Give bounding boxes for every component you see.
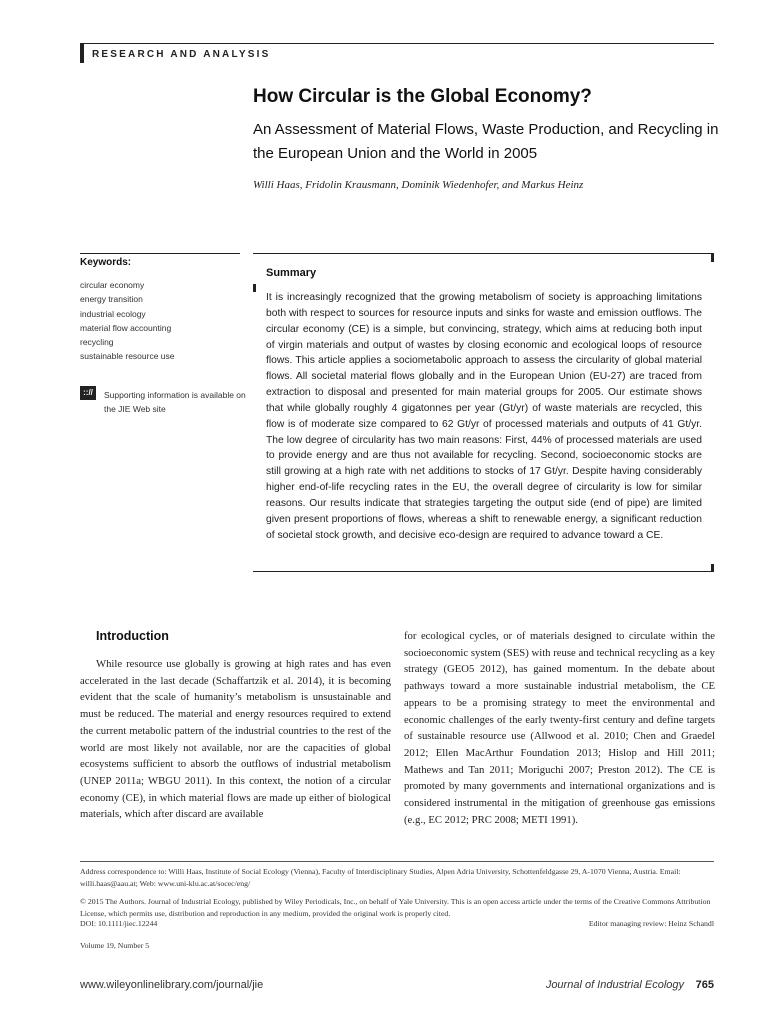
journal-name: Journal of Industrial Ecology — [545, 979, 684, 991]
article-subtitle: An Assessment of Material Flows, Waste Production, and Recycling in the European Union and the World in 2005 — [253, 121, 719, 162]
summary-bottom-rule — [253, 571, 714, 572]
header-rule — [80, 43, 714, 44]
introduction-right-column: for ecological cycles, or of materials designed to circulate within the socioeconomic system (SES) with reuse and technical recycling as a key strategy (GEO5 2012), has gained momentum. In the debate about pathways toward a more sustainable industrial metabolism, the CE appears to be a promising strategy to meet the environmental and economic challenges of the early twenty-first century and define targets of sustainable resource use (Allwood et al. 2010; Chen and Graedel 2012; Ellen MacArthur Foundation 2013; Hislop and Hill 2011; Mathews and Tan 2011; Moriguchi 2007; Preston 2012). The CE is promoted by many governments and international organizations and is considered instrumental in the mitigation of greenhouse gas emissions (e.g., EC 2012; PRC 2008; METI 1991). — [404, 630, 715, 826]
article-authors: Willi Haas, Fridolin Krausmann, Dominik Wiedenhofer, and Markus Heinz — [253, 179, 584, 191]
journal-url[interactable]: www.wileyonlinelibrary.com/journal/jie — [80, 979, 264, 991]
keyword-item: circular economy — [80, 280, 145, 290]
keyword-item: sustainable resource use — [80, 351, 175, 362]
keyword-item: industrial ecology — [80, 308, 146, 319]
volume-number: Volume 19, Number 5 — [80, 941, 150, 950]
summary-body: It is increasingly recognized that the growing metabolism of society is approaching limitations both with respect to sources for resource inputs and sinks for waste and emission outflows. The circular economy (CE) is a simple, but convincing, strategy, which aims at reducing both input of virgin materials and output of wastes by closing economic and ecological loops of resource flows. This article applies a sociometabolic approach to assess the circularity of global material flows. All societal material flows globally and in the European Union (EU-27) are traced from extraction to disposal and presented for main material groups for 2005. Our estimate shows that while globally roughly 4 gigatonnes per year (Gt/yr) of waste materials are recycled, this flow is of moderate size compared to 62 Gt/yr of processed materials and outputs of 41 Gt/yr. The low degree of circularity has two main reasons: First, 44% of processed materials are used to provide energy and are thus not available for recycling. Second, socioeconomic stocks are still growing at a high rate with net additions to stocks of 17 Gt/yr. Despite having considerably higher end-of-life recycling rates in the EU, the overall degree of circularity is low for similar reasons. Our results indicate that strategies targeting the output side (end of pipe) are limited given present proportions of flows, whereas a shift to renewable energy, a significant reduction of societal stock growth, and decisive eco-design are required to advance toward a CE. — [266, 292, 702, 541]
supporting-info-icon: ::// — [80, 386, 96, 400]
keyword-item: recycling — [80, 337, 114, 348]
introduction-left-column: While resource use globally is growing at high rates and has even accelerated in the last decade (Schaffartzik et al. 2014), it is becoming evident that the scale of humanity’s metabolism is unsustainable and must be reduced. The material and energy resources required to extend the current metabolic pattern of the industrial countries to the rest of the world are most likely not available, nor are the capacities of global ecosystems sufficient to absorb the outflows of industrial metabolism (UNEP 2011a; WBGU 2011). In this context, the notion of a circular economy (CE), in which material flows are made up either of biological materials, which after discard are available — [80, 658, 391, 821]
article-title: How Circular is the Global Economy? — [253, 86, 592, 107]
copyright-notice: © 2015 The Authors. Journal of Industrial Ecology, published by Wiley Periodicals, Inc., on behalf of Yale University. This is an open access article under the terms of the Creative Commons Attribution License, which permits use, distribution and reproduction in any medium, provided the original work is properly cited. — [80, 897, 711, 918]
footnote-rule — [80, 861, 714, 862]
summary-title: Summary — [266, 267, 317, 279]
managing-editor: Editor managing review: Heinz Schandl — [588, 919, 714, 928]
doi[interactable]: DOI: 10.1111/jiec.12244 — [80, 919, 158, 928]
keywords-rule — [80, 253, 240, 254]
keyword-item: energy transition — [80, 294, 143, 305]
keywords-title: Keywords: — [80, 257, 132, 268]
introduction-heading: Introduction — [96, 629, 169, 643]
summary-top-rule — [253, 253, 714, 254]
summary-left-tick — [253, 284, 256, 292]
header-tick — [80, 43, 84, 63]
address-correspondence: Address correspondence to: Willi Haas, Institute of Social Ecology (Vienna), Faculty of Interdisciplinary Studies, Alpen Adria University, Schottenfeldgasse 29, A-1070 Vienna, Austria. Email: willi.haas@aau.at; Web: www.uni-klu.ac.at/socec/eng/ — [80, 867, 681, 888]
keywords-list — [80, 278, 245, 364]
section-label: RESEARCH AND ANALYSIS — [92, 49, 271, 60]
supporting-info-text: Supporting information is available on the JIE Web site — [104, 390, 246, 414]
keyword-item: material flow accounting — [80, 322, 172, 333]
summary-top-tick — [711, 253, 714, 262]
page-number: 765 — [695, 979, 714, 991]
